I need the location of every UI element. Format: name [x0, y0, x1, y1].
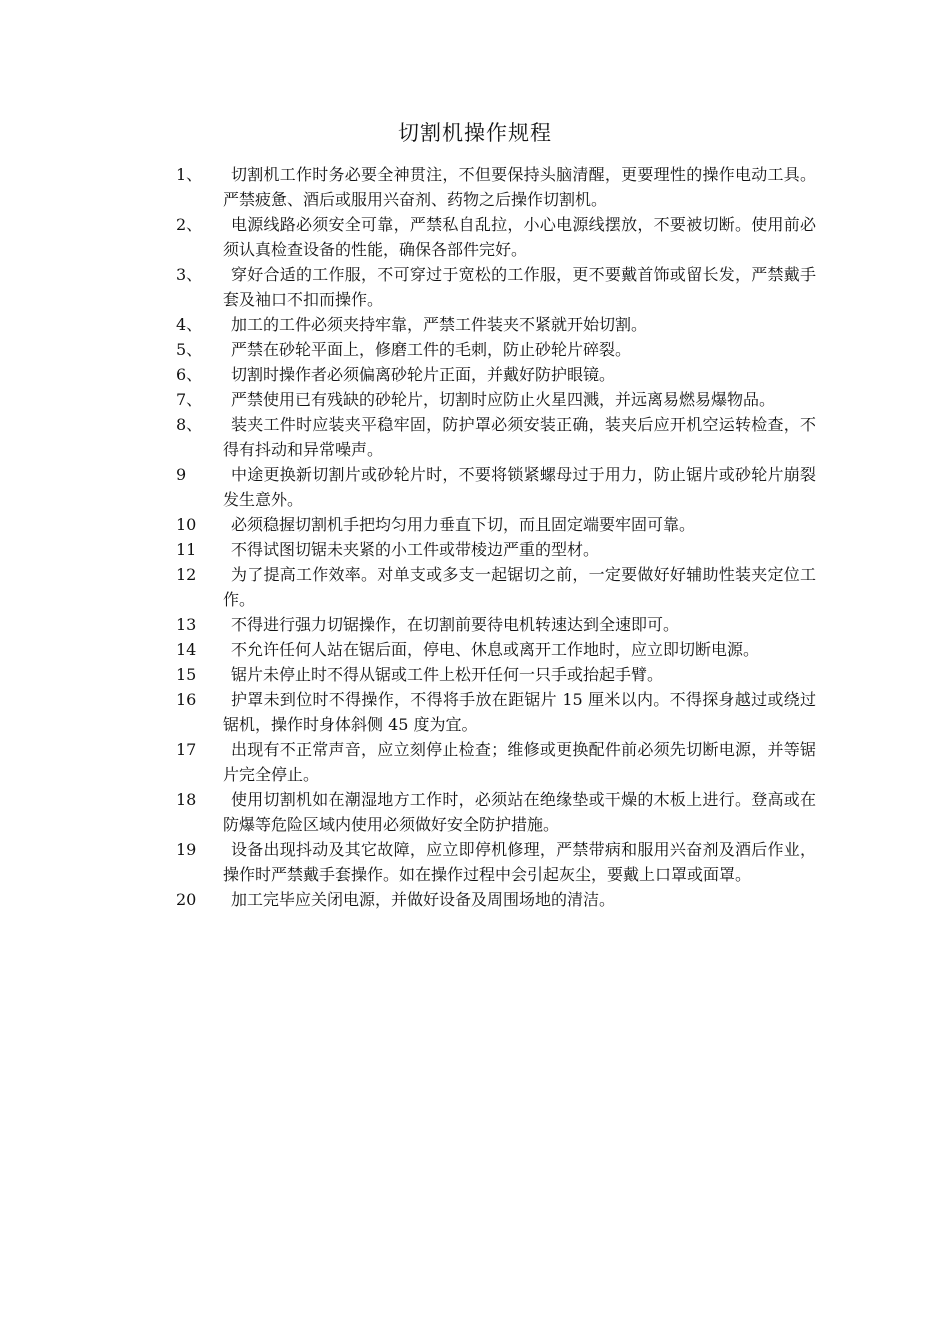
item-number: 17	[176, 740, 197, 759]
list-item	[176, 637, 816, 662]
list-item	[176, 462, 816, 512]
item-text: 切割时操作者必须偏离砂轮片正面，并戴好防护眼镜。	[231, 365, 616, 384]
item-text: 加工的工件必须夹持牢靠，严禁工件装夹不紧就开始切割。	[231, 315, 648, 334]
item-number: 12	[176, 565, 197, 584]
list-item	[176, 887, 816, 912]
item-text: 必须稳握切割机手把均匀用力垂直下切，而且固定端要牢固可靠。	[231, 515, 696, 534]
item-number: 5、	[176, 340, 203, 359]
item-text: 设备出现抖动及其它故障，应立即停机修理，严禁带病和服用兴奋剂及酒后作业， 操作时严禁戴手套操作。如在操作过程中会引起灰尘，要戴上口罩或面罩。	[223, 840, 816, 884]
item-text: 护罩未到位时不得操作，不得将手放在距锯片 15 厘米以内。不得探身越过或绕过锯机，操作时身体斜侧 45 度为宜。	[223, 690, 816, 734]
item-number: 7、	[176, 390, 203, 409]
item-number: 20	[176, 890, 197, 909]
list-item	[176, 537, 816, 562]
item-text: 锯片未停止时不得从锯或工件上松开任何一只手或抬起手臂。	[231, 665, 664, 684]
list-item	[176, 562, 816, 612]
item-number: 3、	[176, 265, 203, 284]
item-number: 11	[176, 540, 197, 559]
item-number: 6、	[176, 365, 203, 384]
list-item	[176, 787, 816, 837]
item-text: 穿好合适的工作服，不可穿过于宽松的工作服，更不要戴首饰或留长发，严禁戴手套及袖口不扣而操作。	[223, 265, 816, 309]
item-number: 1、	[176, 165, 203, 184]
item-number: 13	[176, 615, 197, 634]
item-number: 16	[176, 690, 197, 709]
item-number: 2、	[176, 215, 203, 234]
item-text: 加工完毕应关闭电源，并做好设备及周围场地的清洁。	[231, 890, 616, 909]
item-number: 4、	[176, 315, 203, 334]
list-item	[176, 262, 816, 312]
list-item	[176, 612, 816, 637]
list-item	[176, 662, 816, 687]
rules-list	[176, 162, 816, 912]
item-number: 9	[176, 465, 187, 484]
item-number: 18	[176, 790, 197, 809]
item-text: 使用切割机如在潮湿地方工作时，必须站在绝缘垫或干燥的木板上进行。登高或在防爆等危险区域内使用必须做好安全防护措施。	[223, 790, 816, 834]
item-number: 15	[176, 665, 197, 684]
list-item	[176, 512, 816, 537]
item-number: 8、	[176, 415, 203, 434]
list-item	[176, 337, 816, 362]
list-item	[176, 162, 816, 212]
item-number: 14	[176, 640, 197, 659]
list-item	[176, 737, 816, 787]
item-number: 10	[176, 515, 197, 534]
item-text: 电源线路必须安全可靠，严禁私自乱拉，小心电源线摆放，不要被切断。使用前必须认真检查设备的性能，确保各部件完好。	[223, 215, 816, 259]
item-text: 切割机工作时务必要全神贯注，不但要保持头脑清醒，更要理性的操作电动工具。严禁疲惫、酒后或服用兴奋剂、药物之后操作切割机。	[223, 165, 816, 209]
item-text: 严禁使用已有残缺的砂轮片，切割时应防止火星四溅，并远离易燃易爆物品。	[231, 390, 776, 409]
list-item	[176, 687, 816, 737]
item-text: 不允许任何人站在锯后面，停电、休息或离开工作地时，应立即切断电源。	[231, 640, 760, 659]
page-title: 切割机操作规程	[398, 121, 552, 145]
list-item	[176, 837, 816, 887]
list-item	[176, 387, 816, 412]
item-text: 为了提高工作效率。对单支或多支一起锯切之前，一定要做好好辅助性装夹定位工作。	[223, 565, 816, 609]
item-text: 出现有不正常声音，应立刻停止检查；维修或更换配件前必须先切断电源，并等锯片完全停止。	[223, 740, 816, 784]
list-item	[176, 412, 816, 462]
item-text: 严禁在砂轮平面上，修磨工件的毛刺，防止砂轮片碎裂。	[231, 340, 632, 359]
item-text: 装夹工件时应装夹平稳牢固，防护罩必须安装正确，装夹后应开机空运转检查，不得有抖动和异常噪声。	[223, 415, 816, 459]
item-text: 中途更换新切割片或砂轮片时，不要将锁紧螺母过于用力，防止锯片或砂轮片崩裂发生意外。	[223, 465, 816, 509]
list-item	[176, 312, 816, 337]
list-item	[176, 362, 816, 387]
item-text: 不得试图切锯未夹紧的小工件或带棱边严重的型材。	[231, 540, 600, 559]
item-number: 19	[176, 840, 197, 859]
item-text: 不得进行强力切锯操作，在切割前要待电机转速达到全速即可。	[231, 615, 680, 634]
list-item	[176, 212, 816, 262]
